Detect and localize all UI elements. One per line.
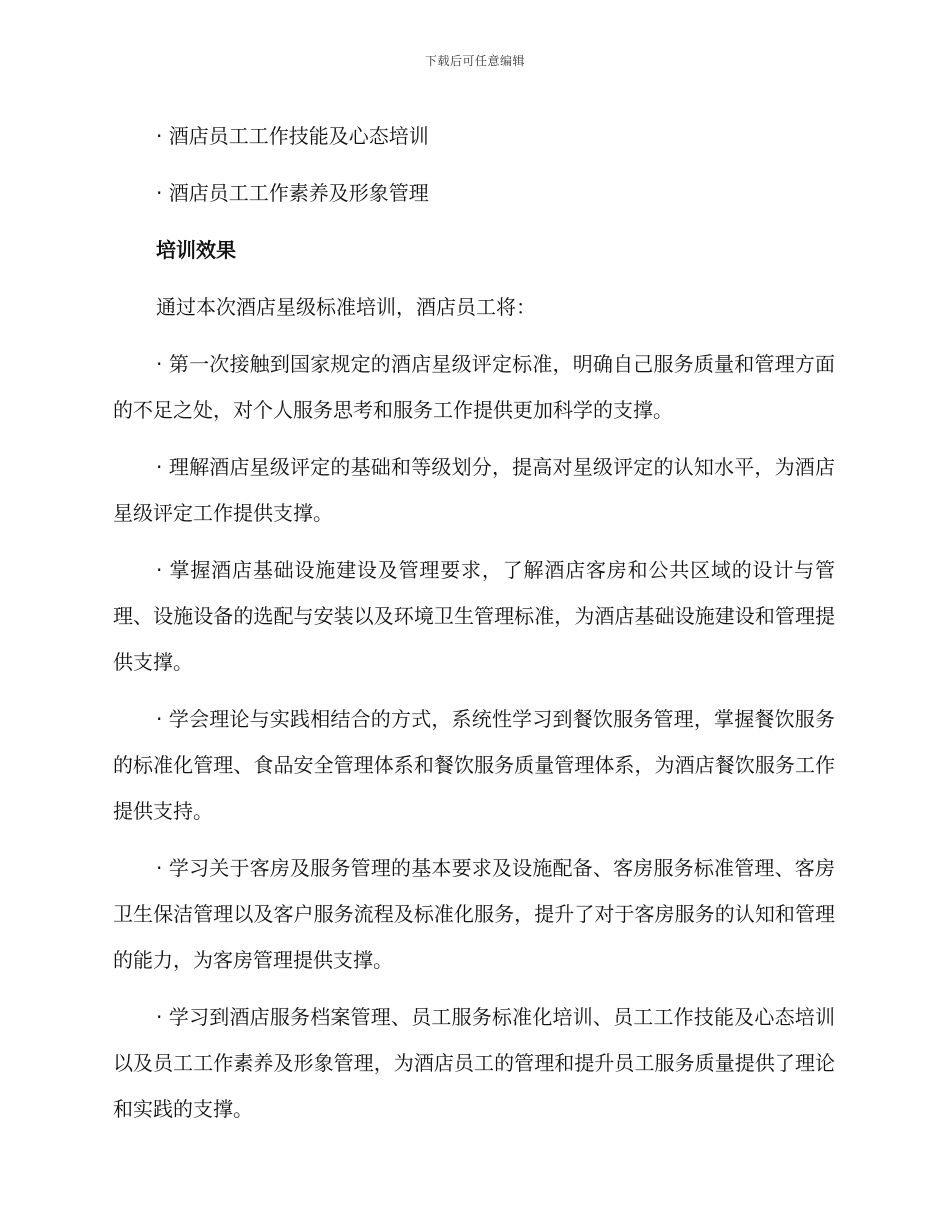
intro-paragraph: 通过本次酒店星级标准培训，酒店员工将： (156, 295, 536, 319)
bullet-paragraph: · 学习到酒店服务档案管理、员工服务标准化培训、员工工作技能及心态培训以及员工工作素养及形象管理，为酒店员工的管理和提升员工服务质量提供了理论和实践的支撑。 (113, 1005, 835, 1121)
bullet-paragraph: · 理解酒店星级评定的基础和等级划分，提高对星级评定的认知水平，为酒店星级评定工作提供支撑。 (113, 455, 835, 525)
bullet-paragraph: · 第一次接触到国家规定的酒店星级评定标准，明确自己服务质量和管理方面的不足之处，对个人服务思考和服务工作提供更加科学的支撑。 (113, 352, 835, 422)
section-heading: 培训效果 (156, 238, 236, 262)
bullet-paragraph: · 酒店员工工作素养及形象管理 (156, 181, 429, 205)
header-note: 下载后可任意编辑 (424, 54, 525, 68)
bullet-paragraph: · 酒店员工工作技能及心态培训 (156, 124, 429, 148)
document-body (113, 113, 835, 1143)
bullet-paragraph: · 学习关于客房及服务管理的基本要求及设施配备、客房服务标准管理、客房卫生保洁管理以及客户服务流程及标准化服务，提升了对于客房服务的认知和管理的能力，为客房管理提供支撑。 (113, 856, 835, 972)
bullet-paragraph: · 学会理论与实践相结合的方式，系统性学习到餐饮服务管理，掌握餐饮服务的标准化管理、食品安全管理体系和餐饮服务质量管理体系，为酒店餐饮服务工作提供支持。 (113, 707, 835, 823)
bullet-paragraph: · 掌握酒店基础设施建设及管理要求，了解酒店客房和公共区域的设计与管理、设施设备的选配与安装以及环境卫生管理标准，为酒店基础设施建设和管理提供支撑。 (113, 558, 835, 674)
